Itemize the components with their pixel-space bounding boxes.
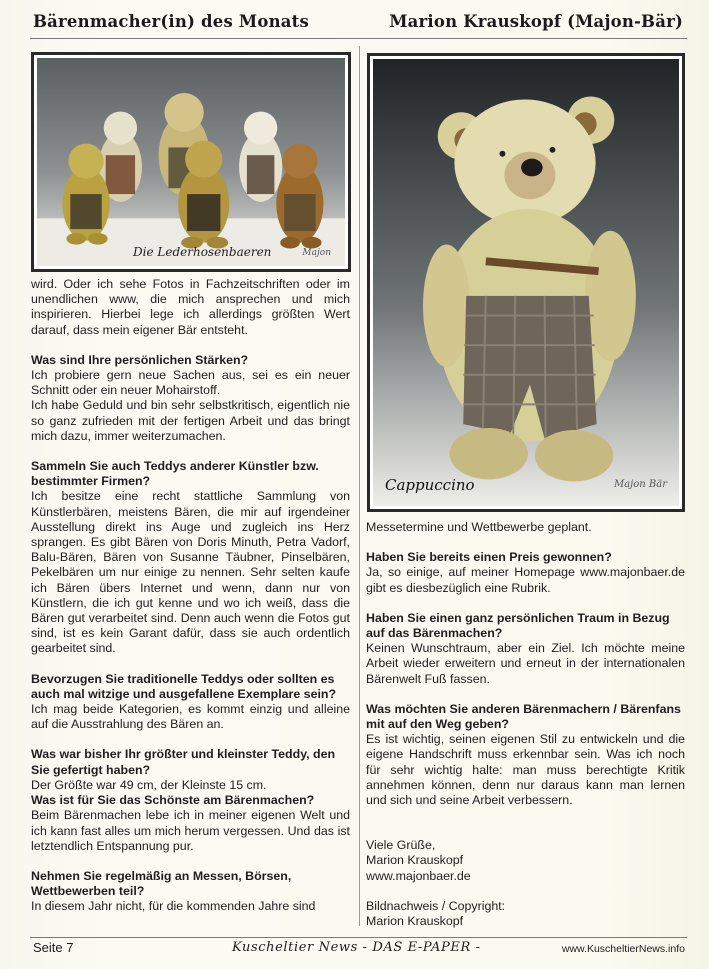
bear-front-1: [63, 144, 110, 245]
magazine-url-link[interactable]: www.KuscheltierNews.info: [561, 943, 685, 955]
cappuccino-bear-photo: [367, 53, 685, 512]
column-divider: [359, 46, 360, 926]
author-name: Marion Krauskopf: [366, 853, 464, 868]
photo-caption: Die Lederhosenbaeren: [133, 245, 272, 259]
question-best-part: Was ist für Sie das Schönste am Bärenmachen?: [31, 793, 315, 808]
answer-collecting: Ich besitze eine recht stattliche Sammlung von Künstlerbären, meistens Bären, die mir auf irgendeiner Ausstellung direkt ins Auge und zugleich ins Herz sprangen. Es gibt Bären von Doris Minuth, Petra Vadorf, Balu-Bären, Bären von Susanne Täubner, Pinselbären, Pekelbären um nur einige zu nennen. Sehr selten kaufe ich Bären übers Internet und wenn, dann nur von Künstlern, die ich gut kenne und wo ich weiß, dass die Bären gut verarbeitet sind. Denn auch wenn die Fotos gut sind, ist es kein Garant dafür, dass sie auch ordentlich gearbeitet sind.: [31, 489, 350, 656]
question-strengths: Was sind Ihre persönlichen Stärken?: [31, 352, 249, 367]
question-collecting: Sammeln Sie auch Teddys anderer Künstler bzw. bestimmter Firmen?: [31, 459, 319, 489]
bear-back-3: [239, 111, 282, 201]
answer-prize: Ja, so einige, auf meiner Homepage www.majonbaer.de gibt es diesbezüglich eine Rubrik.: [366, 565, 685, 595]
answer-traditional: Ich mag beide Kategorien, es kommt einzig und alleine auf die Ausstrahlung des Bären an.: [31, 702, 350, 732]
answer-fairs: In diesem Jahr nicht, für die kommenden Jahre sind: [31, 899, 316, 914]
artist-title: Marion Krauskopf (Majon-Bär): [389, 12, 683, 31]
artist-signature: Majon Bär: [613, 479, 667, 490]
cappuccino-bear-illustration: [373, 59, 679, 506]
left-column-text: [31, 277, 350, 915]
question-dream: Haben Sie einen ganz persönlichen Traum in Bezug auf das Bärenmachen?: [366, 610, 670, 641]
greeting: Viele Grüße,: [366, 838, 436, 853]
page-number: Seite 7: [33, 940, 74, 955]
right-column-text: [366, 520, 685, 929]
lederhosen-bears-photo: [31, 52, 351, 272]
answer-fairs-continued: Messetermine und Wettbewerbe geplant.: [366, 520, 592, 534]
answer-strengths: Ich probiere gern neue Sachen aus, sei es ein neuer Schnitt oder ein neuer Mohairstoff.: [31, 368, 350, 398]
copyright-name: Marion Krauskopf: [366, 914, 464, 929]
question-size: Was war bisher Ihr größter und kleinster Teddy, den Sie gefertigt haben?: [31, 747, 336, 777]
bear-group-illustration: [37, 58, 345, 266]
photo-caption: Cappuccino: [385, 476, 475, 494]
question-traditional: Bevorzugen Sie traditionelle Teddys oder sollten es auch mal witzige und ausgefallene Exemplare sein?: [31, 671, 337, 701]
answer-size: Der Größte war 49 cm, der Kleinste 15 cm.: [31, 777, 267, 792]
question-fairs: Nehmen Sie regelmäßig an Messen, Börsen, Wettbewerben teil?: [31, 868, 292, 899]
copyright-label: Bildnachweis / Copyright:: [366, 898, 506, 913]
answer-strengths-2: Ich habe Geduld und bin sehr selbstkritisch, eigentlich nie so ganz zufrieden mit der fertigen Arbeit und das bringt mich dazu, immer weiterzumachen.: [31, 398, 350, 443]
header-divider: [30, 38, 687, 39]
answer-dream: Keinen Wunschtraum, aber ein Ziel. Ich möchte meine Arbeit wieder erweitern und erneut in der internationalen Bärenwelt Fuß fassen.: [366, 641, 685, 686]
question-advice: Was möchten Sie anderen Bärenmachern / Bärenfans mit auf den Weg geben?: [366, 701, 681, 732]
answer-advice: Es ist wichtig, seinen eigenen Stil zu entwickeln und die eigene Handschrift muss erkennbar sein. Was ich noch für sehr wichtig halte: man muss berechtigte Kritik annehmen können, denn nur daraus kann man lernen und sich und seine Arbeit verbessern.: [366, 732, 685, 808]
artist-signature: Majon: [302, 248, 331, 258]
intro-paragraph: wird. Oder ich sehe Fotos in Fachzeitschriften oder im unendlichen www, die mich ansprechen und mich inspirieren. Hierbei lege ich allerdings größten Wert darauf, dass mein eigener Bär entsteht.: [31, 277, 350, 337]
section-title: Bärenmacher(in) des Monats: [33, 12, 309, 31]
author-website-link[interactable]: www.majonbaer.de: [366, 868, 471, 883]
magazine-title: Kuscheltier News - DAS E-PAPER -: [232, 940, 481, 955]
question-prize: Haben Sie bereits einen Preis gewonnen?: [366, 550, 612, 565]
answer-best-part: Beim Bärenmachen lebe ich in meiner eigenen Welt und ich kann fast alles um mich herum vergessen. Und das ist letztendlich Entspannung pur.: [31, 808, 350, 853]
footer-divider: [30, 937, 687, 938]
